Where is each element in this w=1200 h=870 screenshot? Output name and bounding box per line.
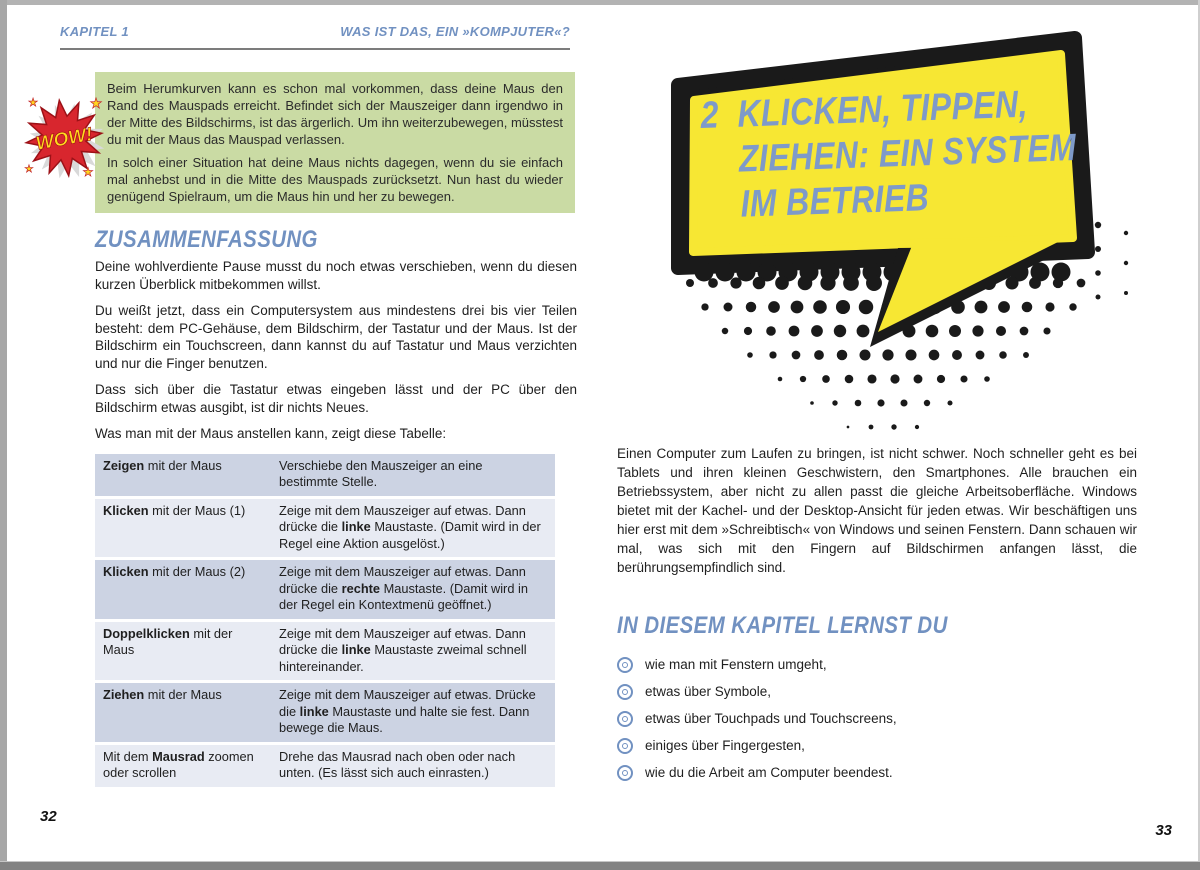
learn-item (617, 710, 1137, 728)
learn-list (617, 656, 1137, 791)
chapter-heading (700, 81, 1079, 229)
table-cell-description: Zeige mit dem Mauszeiger auf etwas. Dann drücke die linke Maustaste zweimal schnell hintereinander. (279, 625, 527, 674)
table-cell-action: Zeigen mit der Maus (103, 457, 222, 473)
svg-text:★: ★ (24, 164, 34, 175)
chapter-label: KAPITEL 1 (60, 24, 129, 39)
bullseye-bullet-icon (617, 684, 633, 700)
table-row (95, 454, 555, 496)
learn-item (617, 764, 1137, 782)
table-cell-action: Klicken mit der Maus (2) (103, 564, 246, 579)
page-number-left: 32 (40, 808, 57, 825)
speech-bubble (640, 18, 1160, 448)
learn-item (617, 656, 1137, 674)
learn-item-label: einiges über Fingergesten, (645, 738, 805, 753)
wow-burst-icon (20, 92, 106, 184)
body-paragraph: Dass sich über die Tastatur etwas eingeben lässt und der PC über den Bildschirm etwas ausgibt, ist dir nichts Neues. (95, 382, 577, 415)
learn-item (617, 683, 1137, 701)
scan-edge-left (0, 0, 7, 870)
bullseye-bullet-icon (617, 711, 633, 727)
table-cell-action: Mit dem Mausrad zoomen oder scrollen (103, 748, 254, 780)
body-paragraph: Deine wohlverdiente Pause musst du noch etwas verschieben, wenn du diesen kurzen Überblick mitbekommen willst. (95, 259, 577, 292)
svg-text:★: ★ (28, 97, 38, 109)
svg-text:★: ★ (89, 95, 103, 111)
body-paragraph: Du weißt jetzt, dass ein Computersystem aus mindestens drei bis vier Teilen besteht: dem PC-Gehäuse, dem Bildschirm, der Tastatur und der Maus. Ist der Bildschirm ein Touchscreen, dann kannst du auf Tastatur und Maus verzichten und nur die Finger benutzen. (95, 303, 577, 371)
table-cell-description: Verschiebe den Mauszeiger an eine bestimmte Stelle. (279, 457, 483, 489)
table-cell-description: Drehe das Mausrad nach oben oder nach unten. (Es lässt sich auch einrasten.) (279, 748, 516, 780)
learn-item-label: wie du die Arbeit am Computer beendest. (645, 765, 893, 780)
scan-edge-bottom (0, 862, 1200, 870)
running-header (60, 24, 570, 39)
table-cell-description: Zeige mit dem Mauszeiger auf etwas. Drücke die linke Maustaste und halte sie fest. Dann bewege die Maus. (279, 687, 536, 735)
svg-text:WOW!: WOW! (34, 124, 95, 155)
chapter-title-header: WAS IST DAS, EIN »KOMPJUTER«? (340, 24, 570, 39)
table-row (95, 683, 555, 742)
header-rule (60, 48, 570, 50)
chapter-title: KLICKEN, TIPPEN, ZIEHEN: EIN SYSTEM IM BETRIEB (736, 83, 1077, 226)
tip-box (95, 72, 575, 213)
learn-item-label: etwas über Symbole, (645, 684, 772, 699)
learn-item-label: wie man mit Fenstern umgeht, (645, 657, 827, 672)
chapter-intro (617, 444, 1137, 577)
tip-paragraph: Beim Herumkurven kann es schon mal vorkommen, dass deine Maus den Rand des Mauspads erreicht. Befindet sich der Mauszeiger dann irgendwo in der Mitte des Bildschirms, ist das ärgerlich. Um ihn weiterzubewegen, müsstest du mit der Maus das Mauspad verlassen. (107, 81, 563, 147)
chapter-number: 2 (700, 94, 720, 137)
intro-paragraph: Einen Computer zum Laufen zu bringen, ist nicht schwer. Noch schneller geht es bei Tablets und ihren kleinen Geschwistern, den Smartphones. Alle brauchen ein Betriebssystem, aber nicht zu allen passt die gleiche Arbeitsoberfläche. Windows bietet mit der Kachel- und der Desktop-Ansicht für jeden etwas. Wir beschäftigen uns hier erst mit dem »Schreibtisch« von Windows und seinen Fenstern. Dann schauen wir mal, was sich mit den Fingern auf Bildschirmen anfangen lässt, die berührungsempfindlich sind. (617, 446, 1137, 575)
body-paragraph: Was man mit der Maus anstellen kann, zeigt diese Tabelle: (95, 426, 447, 441)
table-row (95, 622, 555, 681)
learn-item (617, 737, 1137, 755)
table-cell-description: Zeige mit dem Mauszeiger auf etwas. Dann drücke die linke Maustaste. (Damit wird in der Regel eine Aktion ausgelöst.) (279, 502, 541, 551)
scan-edge-top (0, 0, 1200, 5)
learn-item-label: etwas über Touchpads und Touchscreens, (645, 711, 897, 726)
table-row (95, 499, 555, 558)
bullseye-bullet-icon (617, 738, 633, 754)
table-cell-action: Doppelklicken mit der Maus (103, 625, 233, 657)
table-row (95, 745, 555, 787)
bullseye-bullet-icon (617, 657, 633, 673)
table-cell-action: Klicken mit der Maus (1) (103, 502, 246, 518)
tip-paragraph: In solch einer Situation hat deine Maus nichts dagegen, wenn du sie einfach mal anhebst und in die Mitte des Mauspads zurücksetzt. Nun hast du wieder genügend Spielraum, um die Maus hin und her zu bewegen. (107, 155, 563, 204)
bullseye-bullet-icon (617, 765, 633, 781)
svg-text:★: ★ (82, 165, 94, 179)
section-title: ZUSAMMENFASSUNG (95, 226, 318, 253)
summary-column (95, 258, 577, 790)
learn-title: IN DIESEM KAPITEL LERNST DU (617, 612, 948, 639)
mouse-table (95, 454, 555, 787)
table-cell-description: Zeige mit dem Mauszeiger auf etwas. Dann drücke die rechte Maustaste. (Damit wird in der Regel ein Kontextmenü geöffnet.) (279, 564, 528, 612)
table-row (95, 560, 555, 619)
table-cell-action: Ziehen mit der Maus (103, 687, 222, 702)
page-number-right: 33 (1155, 822, 1172, 839)
